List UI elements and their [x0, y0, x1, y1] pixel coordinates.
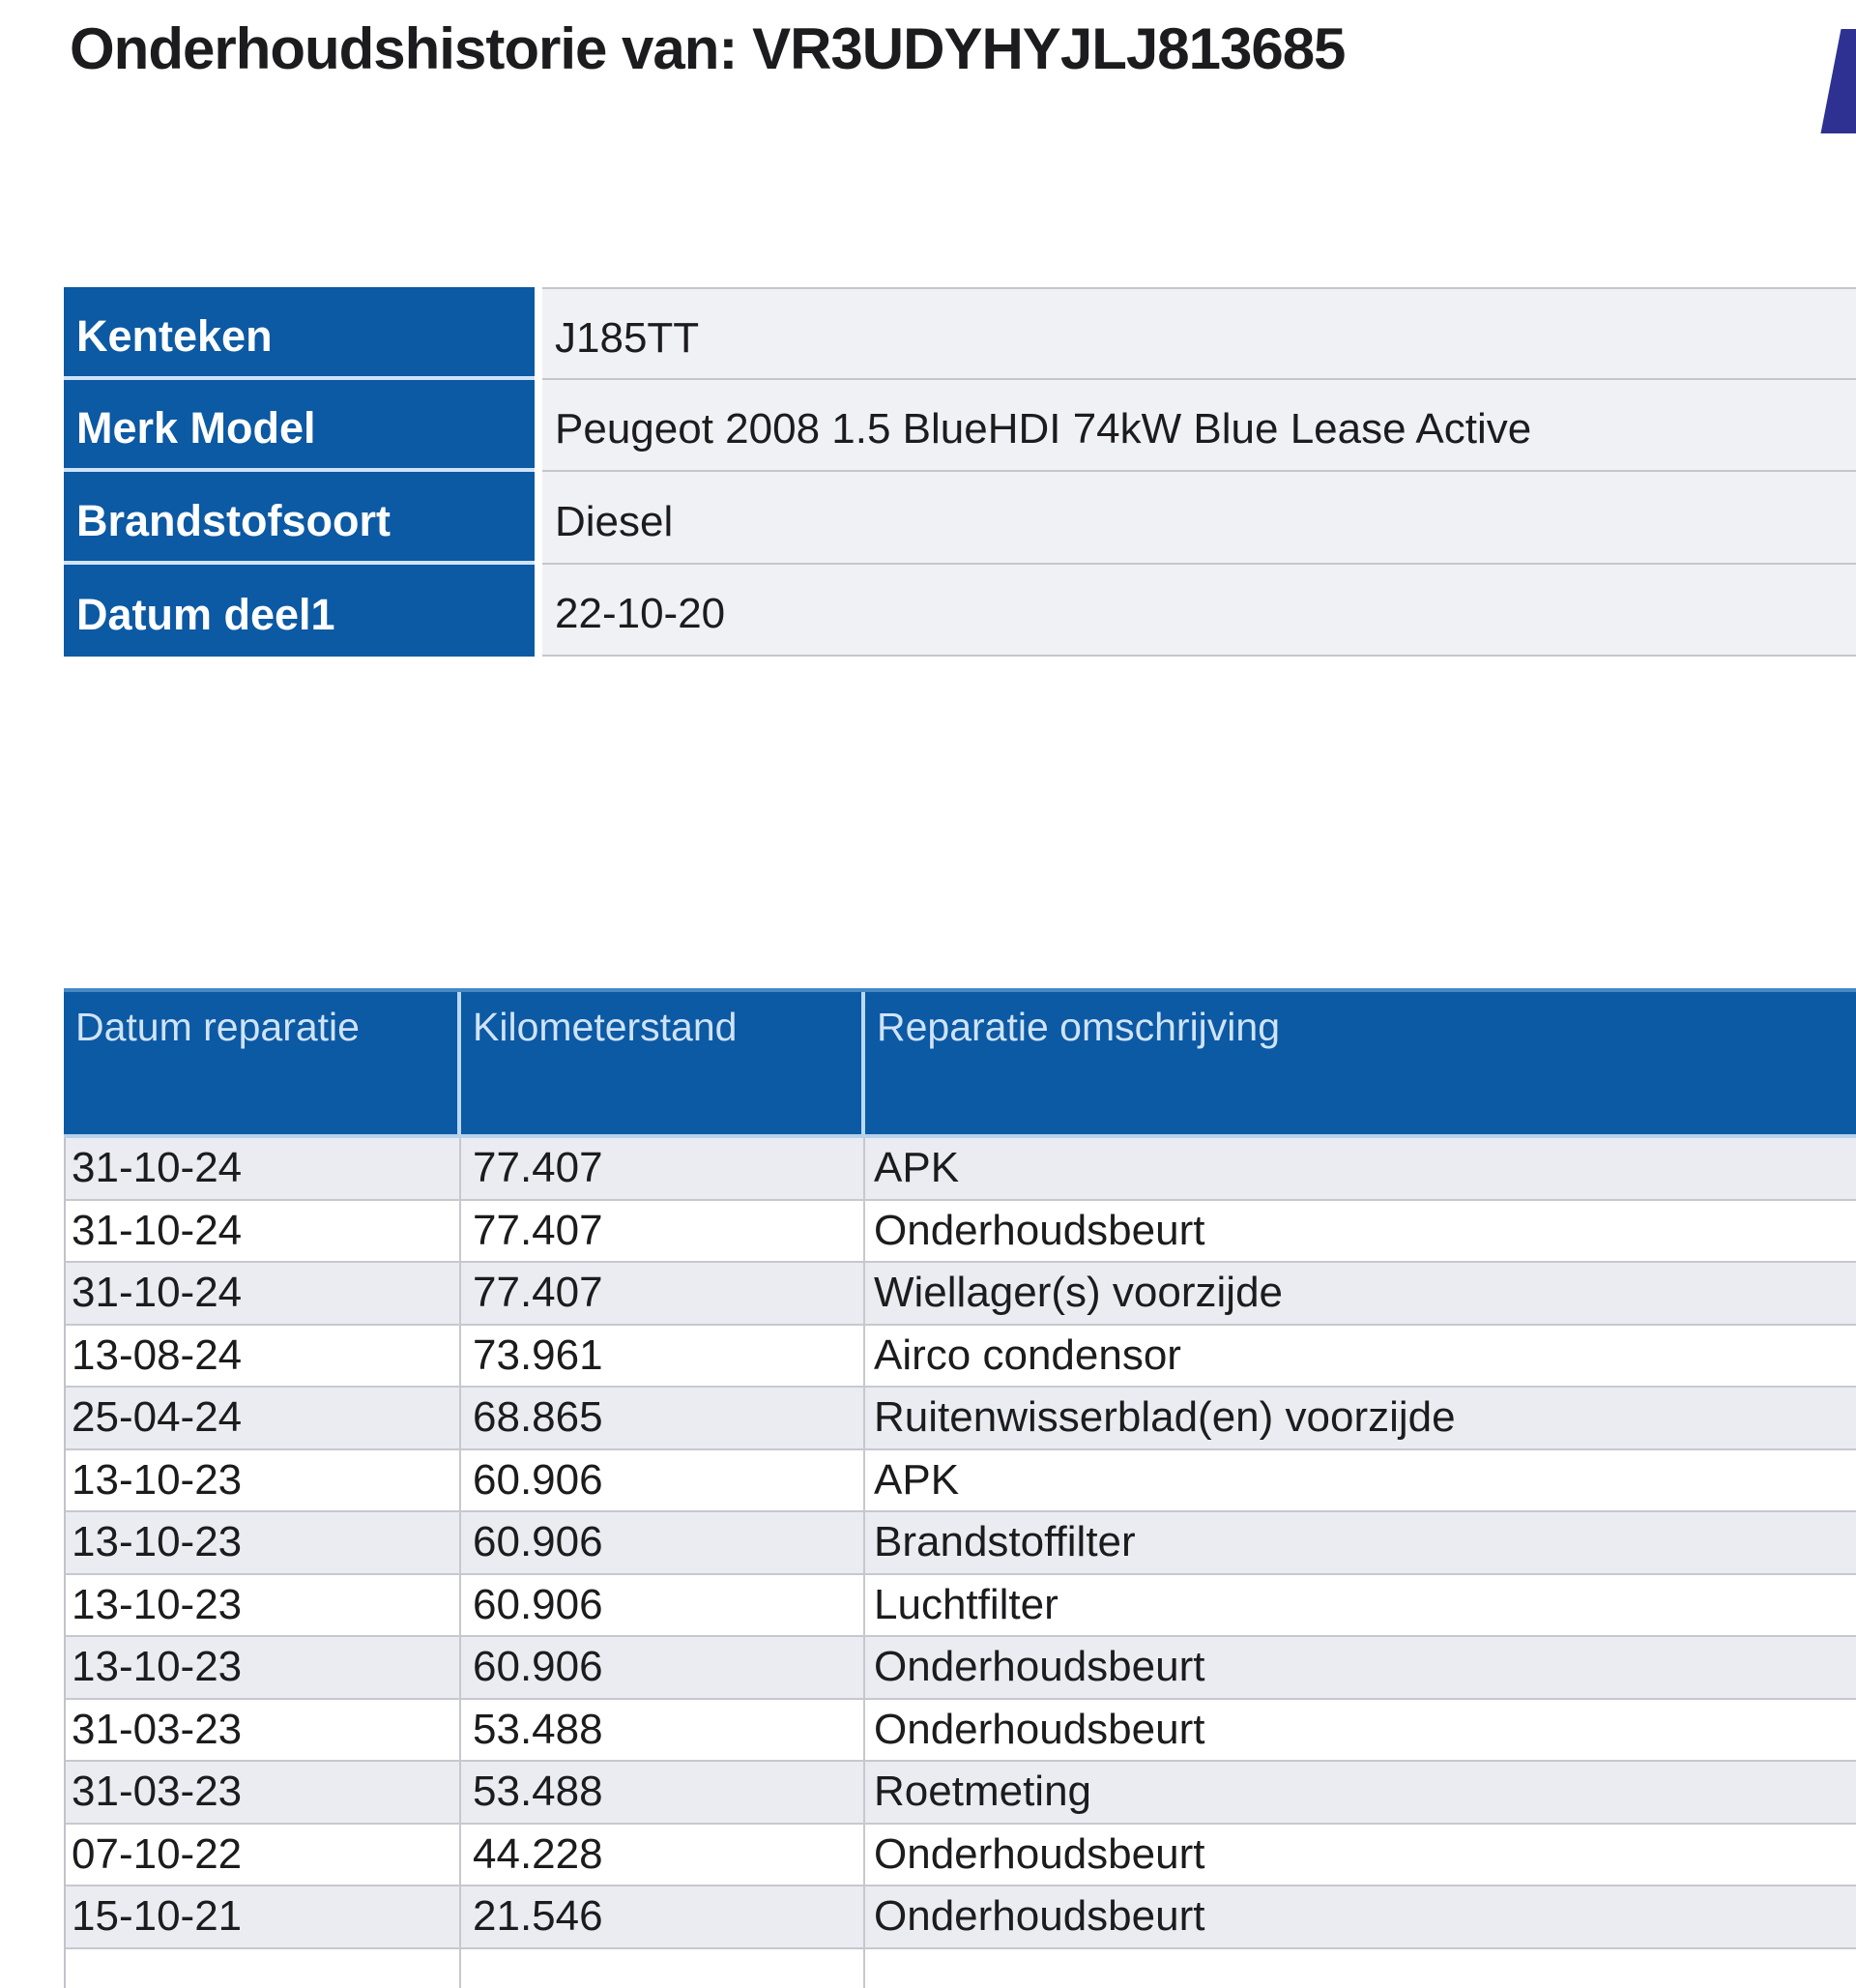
vehicle-info-label: Merk Model [64, 380, 535, 473]
history-row [66, 1388, 1856, 1450]
history-cell-reparatie-omschrijving: APK [874, 1455, 960, 1504]
history-cell-kilometerstand: 53.488 [461, 1700, 865, 1761]
history-cell-datum-reparatie: 13-10-23 [66, 1575, 461, 1636]
history-row [66, 1825, 1856, 1887]
history-cell-reparatie-omschrijving: Brandstoffilter [874, 1518, 1136, 1566]
history-row [66, 1762, 1856, 1825]
history-cell-kilometerstand: 77.407 [461, 1201, 865, 1262]
history-cell-reparatie-omschrijving: Airco condensor [874, 1330, 1181, 1379]
vehicle-info-row [64, 565, 1856, 658]
vehicle-info-row [64, 472, 1856, 565]
partial-logo-stroke-icon [1821, 29, 1856, 133]
history-header-row [64, 988, 1856, 1138]
history-row [66, 1326, 1856, 1389]
history-row [66, 1512, 1856, 1575]
history-cell-datum-reparatie: 31-03-23 [66, 1700, 461, 1761]
history-row [66, 1201, 1856, 1264]
vehicle-info-value: 22-10-20 [542, 565, 1856, 658]
history-cell-reparatie-omschrijving: Ruitenwisserblad(en) voorzijde [874, 1393, 1456, 1442]
history-cell-kilometerstand: 60.906 [461, 1575, 865, 1636]
history-cell-datum-reparatie: 25-04-24 [66, 1388, 461, 1448]
history-cell-datum-reparatie: 13-10-23 [66, 1512, 461, 1573]
history-cell-empty [865, 1949, 1856, 1988]
history-cell-reparatie-omschrijving: Roetmeting [874, 1768, 1092, 1816]
history-cell-kilometerstand: 77.407 [461, 1138, 865, 1199]
history-cell-reparatie-omschrijving: Onderhoudsbeurt [874, 1892, 1205, 1941]
history-cell-kilometerstand: 53.488 [461, 1762, 865, 1823]
history-cell-reparatie-omschrijving: Onderhoudsbeurt [874, 1206, 1205, 1254]
history-row [66, 1138, 1856, 1201]
info-column-gap [535, 565, 542, 658]
history-column-header: Datum reparatie [64, 992, 461, 1134]
history-cell-kilometerstand: 60.906 [461, 1637, 865, 1698]
history-cell-kilometerstand: 73.961 [461, 1326, 865, 1387]
history-cell-reparatie-omschrijving: APK [874, 1144, 960, 1192]
history-row [66, 1886, 1856, 1949]
history-cell-datum-reparatie: 13-10-23 [66, 1450, 461, 1511]
history-cell-kilometerstand: 60.906 [461, 1450, 865, 1511]
history-cell-kilometerstand: 68.865 [461, 1388, 865, 1448]
info-column-gap [535, 472, 542, 565]
history-row [66, 1700, 1856, 1763]
info-column-gap [535, 380, 542, 473]
vehicle-info-label: Datum deel1 [64, 565, 535, 658]
maintenance-history-table [64, 988, 1856, 1988]
history-cell-kilometerstand: 21.546 [461, 1886, 865, 1947]
history-row [66, 1575, 1856, 1638]
history-cell-empty [66, 1949, 461, 1988]
history-cell-empty [461, 1949, 865, 1988]
history-cell-kilometerstand: 77.407 [461, 1263, 865, 1324]
history-row [66, 1637, 1856, 1700]
history-cell-datum-reparatie: 31-03-23 [66, 1762, 461, 1823]
history-row-partial [66, 1949, 1856, 1988]
vehicle-info-value: Peugeot 2008 1.5 BlueHDI 74kW Blue Lease Active [542, 380, 1856, 473]
info-column-gap [535, 287, 542, 380]
history-cell-datum-reparatie: 13-08-24 [66, 1326, 461, 1387]
vehicle-info-row [64, 380, 1856, 473]
history-cell-datum-reparatie: 13-10-23 [66, 1637, 461, 1698]
history-cell-reparatie-omschrijving: Luchtfilter [874, 1580, 1058, 1628]
vehicle-info-row [64, 287, 1856, 380]
history-cell-datum-reparatie: 31-10-24 [66, 1201, 461, 1262]
vehicle-info-label: Brandstofsoort [64, 472, 535, 565]
history-cell-datum-reparatie: 15-10-21 [66, 1886, 461, 1947]
history-cell-datum-reparatie: 31-10-24 [66, 1138, 461, 1199]
history-cell-datum-reparatie: 07-10-22 [66, 1825, 461, 1886]
history-cell-reparatie-omschrijving: Onderhoudsbeurt [874, 1643, 1205, 1691]
vehicle-info-value: Diesel [542, 472, 1856, 565]
history-cell-reparatie-omschrijving: Wiellager(s) voorzijde [874, 1269, 1284, 1317]
vehicle-info-table [64, 287, 1856, 657]
history-cell-kilometerstand: 44.228 [461, 1825, 865, 1886]
history-cell-reparatie-omschrijving: Onderhoudsbeurt [874, 1705, 1205, 1753]
history-cell-datum-reparatie: 31-10-24 [66, 1263, 461, 1324]
page-title: Onderhoudshistorie van: VR3UDYHYJLJ813685 [70, 16, 1346, 81]
vehicle-info-value: J185TT [542, 287, 1856, 380]
history-column-header: Kilometerstand [461, 992, 865, 1134]
vehicle-info-label: Kenteken [64, 287, 535, 380]
history-column-header: Reparatie omschrijving [877, 1005, 1281, 1049]
history-rows [64, 1138, 1856, 1988]
history-row [66, 1450, 1856, 1513]
history-cell-reparatie-omschrijving: Onderhoudsbeurt [874, 1829, 1205, 1878]
history-row [66, 1263, 1856, 1326]
history-cell-kilometerstand: 60.906 [461, 1512, 865, 1573]
